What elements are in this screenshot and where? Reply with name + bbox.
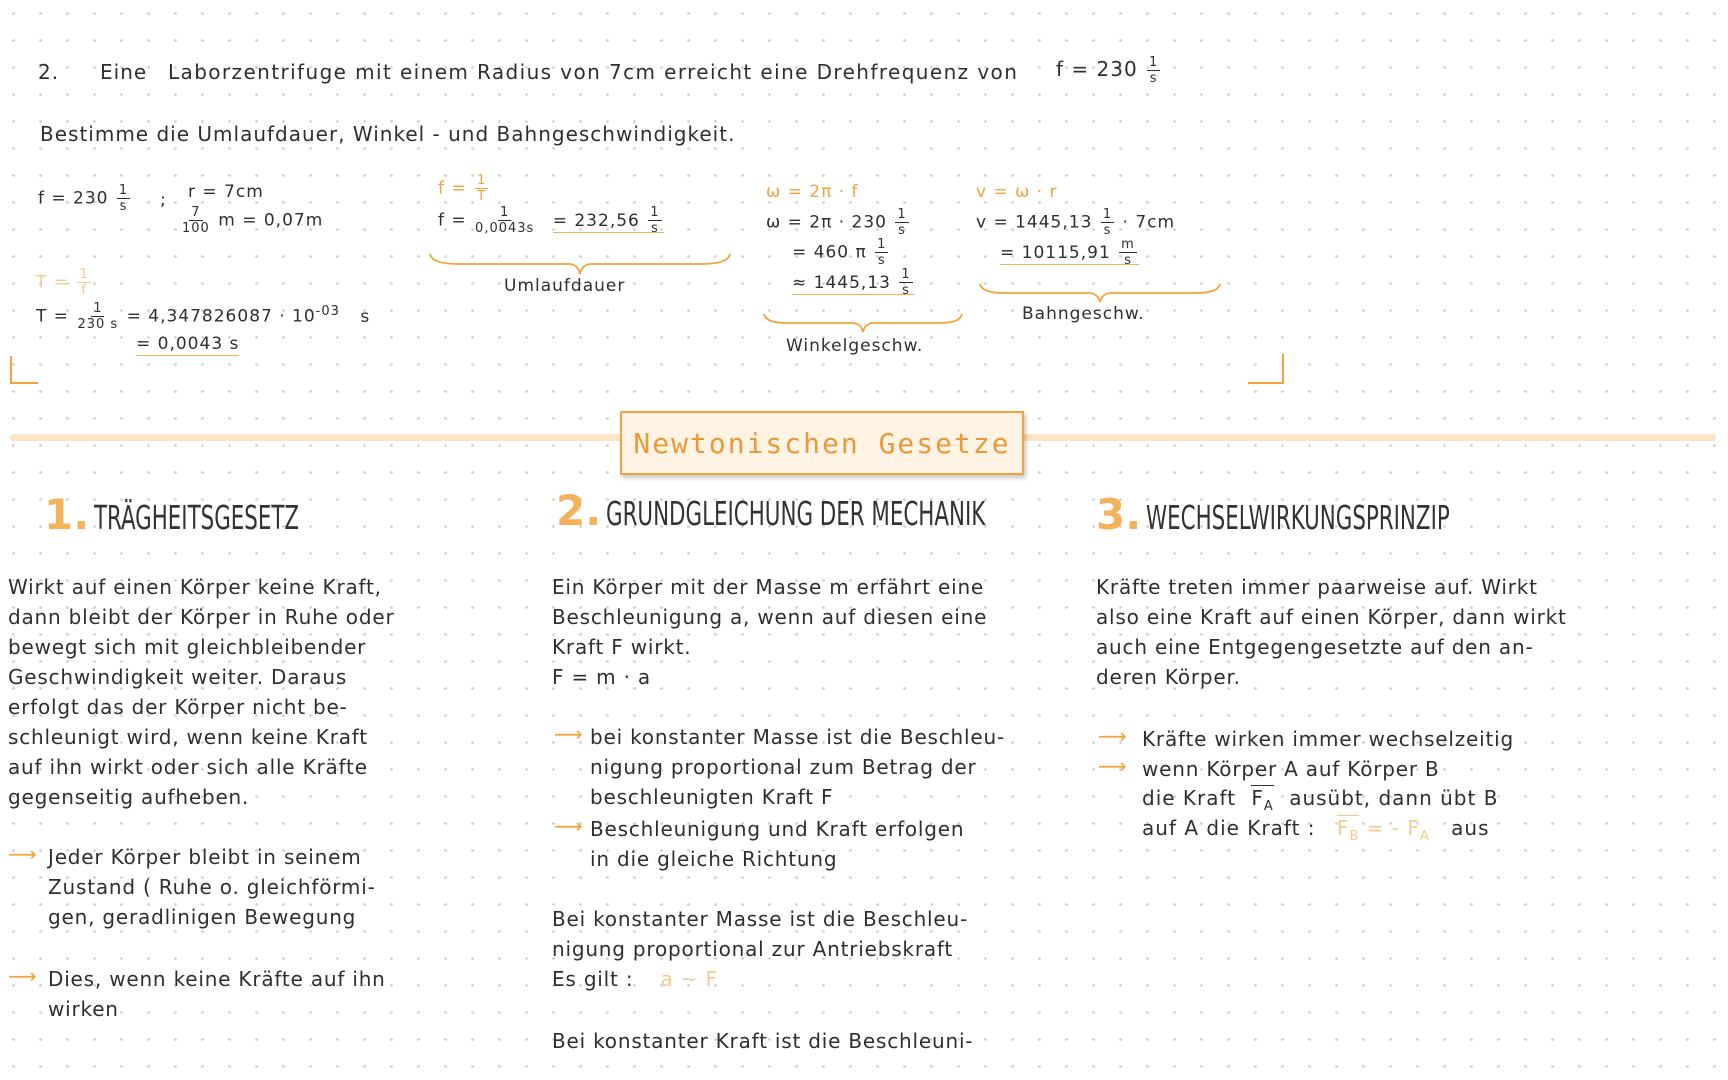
law3-heading [1096, 490, 1568, 539]
frac-den: 100 [182, 221, 210, 236]
law1-number: 1. [44, 490, 90, 539]
law3-bullet2-arrow: ⟶ [1098, 754, 1127, 778]
frac-num: 1 [1149, 55, 1159, 70]
period-calc [36, 302, 370, 331]
winkel-line3 [792, 268, 915, 297]
bahn-label: Bahngeschw. [1022, 304, 1145, 324]
frac-num: 7 [191, 205, 201, 220]
law2-paragraph2-text: Bei konstanter Masse ist die Beschleu- nigung proportional zur Antriebskraft Es gilt : [552, 907, 969, 991]
period-unit: s [360, 306, 371, 327]
frac-num: 1 [650, 205, 660, 220]
umlauf-formula [438, 174, 490, 203]
frac-num: 1 [93, 301, 103, 316]
law2-bullet2: Beschleunigung und Kraft erfolgen in die gleiche Richtung [590, 817, 965, 871]
law1-bullet1-arrow: ⟶ [8, 842, 37, 866]
umlauf-brace [428, 252, 732, 276]
period-formula [36, 268, 93, 297]
frac-den: f [81, 283, 87, 298]
given-f-unit [117, 184, 130, 213]
umlauf-result-unit [648, 206, 661, 235]
frac-den: s [902, 283, 910, 298]
frac-den: s [898, 223, 906, 238]
law2-paragraph: Ein Körper mit der Masse m erfährt eine Beschleunigung a, wenn auf diesen eine Kraft F wirkt. F = m · a [552, 575, 988, 689]
frac-num: 1 [901, 267, 911, 282]
winkel-result-unit [899, 268, 912, 297]
winkel-line2-value: = 460 π [792, 242, 867, 263]
frequency-unit [1147, 56, 1160, 85]
vector-fa-letter: F [1251, 786, 1264, 810]
winkel-line2 [792, 238, 890, 267]
vector-fa-sub: A [1263, 799, 1274, 814]
bahn-result [1000, 237, 1139, 268]
bahn-brace [978, 282, 1222, 304]
frac-num: 1 [877, 237, 887, 252]
law2-bullet2-arrow: ⟶ [554, 814, 583, 838]
law2-paragraph2 [552, 904, 1032, 994]
frequency-value: f = 230 [1056, 57, 1138, 81]
frac-num: 1 [1102, 207, 1113, 222]
umlauf-lhs: f = [438, 210, 467, 231]
law3-aus-text: aus [1451, 816, 1490, 840]
winkel-line1 [766, 208, 911, 237]
frac-den: T [477, 189, 487, 204]
umlauf-calc [438, 206, 664, 235]
period-exponent: -03 [315, 303, 340, 319]
law2-proportional-formula: a ~ F [660, 967, 718, 991]
frac-den: s [1103, 223, 1112, 238]
law3-bullet1: Kräfte wirken immer wechselzeitig [1142, 727, 1515, 751]
bahn-line1-radius: · 7cm [1122, 212, 1176, 233]
frac-den: s [877, 253, 886, 268]
given-frequency [38, 184, 132, 213]
frac-den-value: 230 [77, 317, 106, 332]
bahn-formula: v = ω · r [976, 182, 1058, 202]
winkel-line1-unit [895, 208, 908, 237]
law3-number: 3. [1096, 490, 1142, 539]
period-frac [77, 302, 118, 331]
bahn-line1-value: v = 1445,13 [976, 212, 1093, 233]
winkel-label: Winkelgeschw. [786, 336, 924, 356]
given-radius: r = 7cm [188, 182, 264, 202]
frac-den: s [651, 221, 659, 236]
law1-bullet2-arrow: ⟶ [8, 964, 37, 988]
law3-bullet2-line1: wenn Körper A auf Körper B [1142, 757, 1440, 781]
umlauf-result-value: = 232,56 [552, 210, 640, 231]
given-semicolon: ; [160, 190, 167, 210]
law3-paragraph: Kräfte treten immer paarweise auf. Wirkt also eine Kraft auf einen Körper, dann wirkt auch eine Entgegengesetzte auf den an- deren Körper. [1096, 575, 1567, 689]
period-result: = 4,347826087 · 10 [126, 306, 316, 327]
bahn-result-unit [1119, 238, 1137, 267]
winkel-line1-value: ω = 2π · 230 [766, 212, 887, 233]
law1-title: TRÄGHEITSGESETZ [94, 498, 300, 537]
law3-bullet2-line3 [1142, 816, 1490, 844]
winkel-result-value: ≈ 1445,13 [792, 272, 891, 293]
period-lhs: T = [36, 306, 70, 327]
winkel-brace [762, 312, 964, 334]
formula-eq: = - F [1366, 816, 1420, 840]
umlauf-formula-lhs: f = [438, 178, 467, 199]
period-formula-lhs: T = [36, 272, 70, 293]
frac-num: 1 [118, 183, 129, 198]
frac-den [77, 317, 118, 331]
umlauf-result [552, 205, 664, 236]
law2-paragraph3: Bei konstanter Kraft ist die Beschleuni- [552, 1029, 974, 1053]
law2-heading [556, 486, 1133, 535]
problem-text-line1: Laborzentrifuge mit einem Radius von 7cm erreicht eine Drehfrequenz von [168, 60, 1019, 84]
umlauf-formula-frac [475, 174, 488, 203]
bahn-line1 [976, 208, 1175, 237]
section-title: Newtonischen Gesetze [620, 411, 1024, 475]
formula-eq-sub: A [1419, 829, 1430, 844]
law3-kraft-text: die Kraft [1142, 786, 1237, 810]
vector-fb [1336, 815, 1360, 844]
umlauf-frac [475, 206, 534, 235]
law3-bullet2-line2 [1142, 786, 1498, 814]
frac-den: s [1124, 253, 1132, 268]
given-radius-conversion [180, 206, 323, 235]
law1-heading [44, 490, 379, 539]
law3-title: WECHSELWIRKUNGSPRINZIP [1146, 498, 1451, 537]
winkel-line2-unit [875, 238, 888, 267]
frac-den-unit: s [110, 317, 119, 332]
period-rounded-value: = 0,0043 s [136, 334, 240, 354]
frac-num: m [1121, 237, 1135, 252]
bahn-line1-unit [1101, 208, 1114, 237]
law3-ausuebt-text: ausübt, dann übt B [1289, 786, 1499, 810]
law2-bullet1-arrow: ⟶ [554, 722, 583, 746]
problem-frequency [1056, 56, 1162, 85]
period-formula-frac [77, 268, 90, 297]
vector-fb-letter: F [1336, 816, 1350, 840]
winkel-formula: ω = 2π · f [766, 182, 859, 202]
frac-num: 1 [477, 173, 487, 188]
law3-reaction-formula [1336, 816, 1430, 844]
law3-aufa-text: auf A die Kraft : [1142, 816, 1316, 840]
radius-meters: m = 0,07m [218, 210, 324, 231]
problem-text-line2: Bestimme die Umlaufdauer, Winkel - und Bahngeschwindigkeit. [40, 122, 736, 146]
radius-fraction [182, 206, 210, 235]
vector-fa [1251, 785, 1274, 814]
frac-num: 1 [79, 267, 89, 282]
corner-bracket-right [1248, 354, 1284, 384]
vector-fb-sub: B [1349, 829, 1360, 844]
bahn-line2 [1000, 238, 1139, 267]
law1-paragraph: Wirkt auf einen Körper keine Kraft, dann bleibt der Körper in Ruhe oder bewegt sich mit gleichbleibender Geschwindigkeit weiter. Daraus erfolgt das der Körper nicht be- schleunigt wird, wenn keine Kraft auf ihn wirkt oder sich alle Kräfte gegenseitig aufheben. [8, 575, 395, 809]
law2-title: GRUNDGLEICHUNG DER MECHANIK [606, 494, 986, 533]
law2-number: 2. [556, 486, 602, 535]
period-rounded [136, 334, 239, 354]
frac-den: s [1149, 71, 1158, 86]
problem-text-word: Eine [100, 60, 148, 84]
given-f: f = 230 [38, 188, 109, 209]
law1-bullet2: Dies, wenn keine Kräfte auf ihn wirken [48, 967, 386, 1021]
frac-num: 1 [500, 205, 510, 220]
law2-bullet1: bei konstanter Masse ist die Beschleu- nigung proportional zum Betrag der beschleunigten Kraft F [590, 725, 1005, 809]
problem-number: 2. [38, 60, 60, 84]
bahn-result-value: = 10115,91 [1000, 242, 1111, 263]
frac-num: 1 [897, 207, 907, 222]
corner-bracket-left [10, 356, 38, 384]
frac-den: 0,0043s [475, 221, 535, 236]
winkel-result [792, 267, 915, 298]
law1-bullet1: Jeder Körper bleibt in seinem Zustand ( Ruhe o. gleichförmi- gen, geradlinigen Bewegung [48, 845, 376, 929]
frac-den: s [119, 199, 128, 214]
law3-bullet1-arrow: ⟶ [1098, 724, 1127, 748]
umlauf-label: Umlaufdauer [504, 276, 626, 296]
